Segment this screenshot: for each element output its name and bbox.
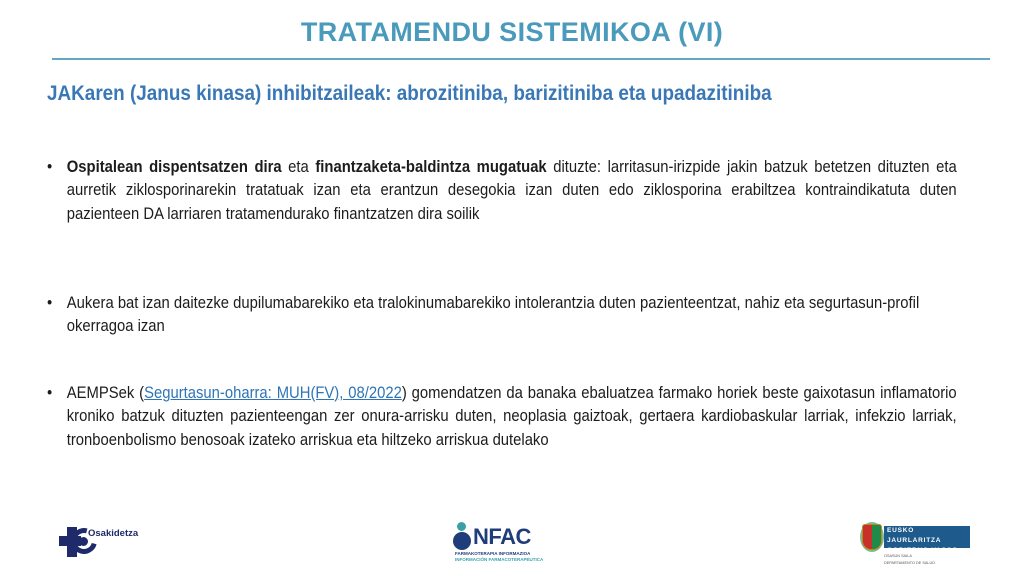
gobierno-vasco-logo [862, 522, 972, 566]
slide-title: TRATAMENDU SISTEMIKOA (VI) [300, 17, 724, 47]
department-name-eu: OSASUN SAILA [884, 554, 912, 558]
safety-note-link[interactable]: Segurtasun-oharra: MUH(FV), 08/2022 [144, 384, 402, 402]
title-divider [52, 58, 990, 60]
infac-tagline-eu: FARMAKOTERAPIA INFORMAZIOA [455, 551, 531, 556]
infac-tagline-es: INFORMACIÓN FARMACOTERAPÉUTICA [455, 557, 544, 562]
info-i-icon [451, 522, 473, 548]
osakidetza-name: Osakidetza [88, 528, 139, 539]
infac-wordmark: NFAC [473, 524, 531, 549]
bullet-icon: • [47, 294, 53, 312]
bullet-icon: • [47, 158, 53, 176]
government-name-band: EUSKO JAURLARITZA GOBIERNO VASCO [884, 526, 970, 548]
bold-text: Ospitalean dispentsatzen dira [66, 158, 282, 176]
slide-subtitle: JAKaren (Janus kinasa) inhibitzaileak: abrozitiniba, barizitiniba eta upadazitiniba [47, 82, 772, 105]
osakidetza-logo [57, 524, 157, 560]
infac-logo [449, 520, 544, 564]
bold-text: finantzaketa-baldintza mugatuak [315, 158, 547, 176]
bullet-icon: • [47, 384, 53, 402]
department-name-es: DEPARTAMENTO DE SALUD [884, 561, 935, 565]
bullet-item-hospital-dispensing: • Ospitalean dispentsatzen dira eta finantzaketa-baldintza mugatuak dituzte: larritasun-irizpide jakin batzuk betetzen dituzten eta aurretik ziklosporinarekin tratatuak izan eta erantzun desegokia izan duten edo ziklosporina erabiltzea kontraindikatuta duten pazienteen DA larriaren tratamendurako finantzatzen dira soilik [47, 158, 957, 223]
coat-of-arms-icon [862, 524, 882, 550]
bullet-item-aemps-recommendation: • AEMPSek (Segurtasun-oharra: MUH(FV), 08/2022) gomendatzen da banaka ebaluatzea farmako horiek beste gaixotasun inflamatorio kroniko batzuk dituzten pazienteengan zer onura-arrisku duten, neoplasia gaiztoak, gertaera kardiobaskular larriak, infekzio larriak, tronboenbolismo benosoak izateko arriskua eta hiltzeko arriskua dutelako [47, 384, 957, 449]
bullet-item-intolerance-option: • Aukera bat izan daitezke dupilumabarekiko eta tralokinumabarekiko intolerantzia duten pazienteentzat, nahiz eta segurtasun-profil okerragoa izan [47, 294, 920, 336]
